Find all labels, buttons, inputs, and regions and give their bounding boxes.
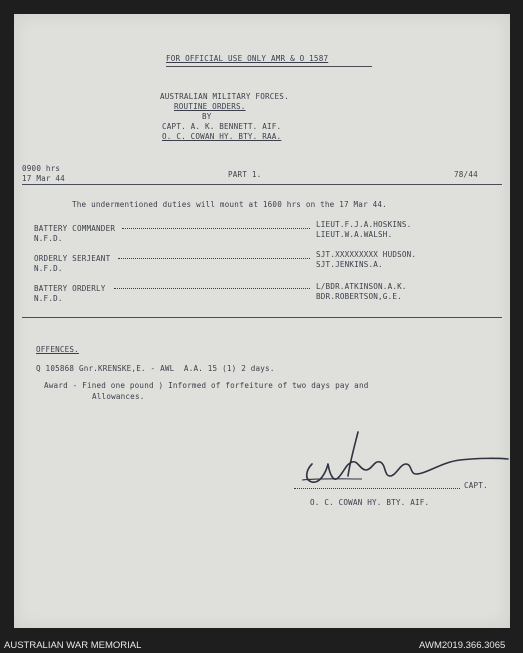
duty-secondary-1: LIEUT.W.A.WALSH. [316,230,393,239]
signature-title: O. C. COWAN HY. BTY. AIF. [310,498,430,507]
duty-leader-1 [122,228,310,229]
duties-intro: The undermentioned duties will mount at 1600 hrs on the 17 Mar 44. [72,200,387,209]
duty-leader-3 [114,288,310,289]
document-page [14,14,510,628]
part-label: PART 1. [228,170,262,179]
duty-secondary-2: SJT.JENKINS.A. [316,260,383,269]
duty-primary-2: SJT.XXXXXXXXX HUDSON. [316,250,417,259]
offence-line: Q 105868 Gnr.KRENSKE,E. - AWL A.A. 15 (1) 2 days. [36,364,275,373]
duty-role-2: ORDERLY SERJEANT [34,254,111,263]
org-line-1: AUSTRALIAN MILITARY FORCES. [160,92,289,101]
award-line-2: Allowances. [92,392,145,401]
duties-rule [22,317,502,318]
order-date: 17 Mar 44 [22,174,65,183]
signature-leader [294,488,460,489]
duty-primary-1: LIEUT.F.J.A.HOSKINS. [316,220,412,229]
duty-next-1: N.F.D. [34,234,63,243]
footer-institution: AUSTRALIAN WAR MEMORIAL [4,640,142,651]
duty-secondary-3: BDR.ROBERTSON,G.E. [316,292,402,301]
order-time: 0900 hrs [22,164,61,173]
duty-role-3: BATTERY ORDERLY [34,284,106,293]
duty-primary-3: L/BDR.ATKINSON.A.K. [316,282,407,291]
official-use-underline [166,66,372,67]
order-number: 78/44 [454,170,478,179]
org-line-5: O. C. COWAN HY. BTY. RAA. [162,132,282,141]
duty-leader-2 [118,258,310,259]
header-rule [22,184,502,185]
org-line-3: BY [202,112,212,121]
official-use-line: FOR OFFICIAL USE ONLY AMR & O 1587 [166,54,329,63]
award-line-1: Award - Fined one pound ) Informed of forfeiture of two days pay and [44,381,369,390]
duty-role-1: BATTERY COMMANDER [34,224,116,233]
signature-suffix: CAPT. [464,481,488,490]
org-line-4: CAPT. A. K. BENNETT. AIF. [162,122,282,131]
org-line-2: ROUTINE ORDERS. [174,102,246,111]
duty-next-3: N.F.D. [34,294,63,303]
footer-accession: AWM2019.366.3065 [419,640,506,651]
archive-footer [0,636,523,653]
duty-next-2: N.F.D. [34,264,63,273]
offences-heading: OFFENCES. [36,345,79,354]
